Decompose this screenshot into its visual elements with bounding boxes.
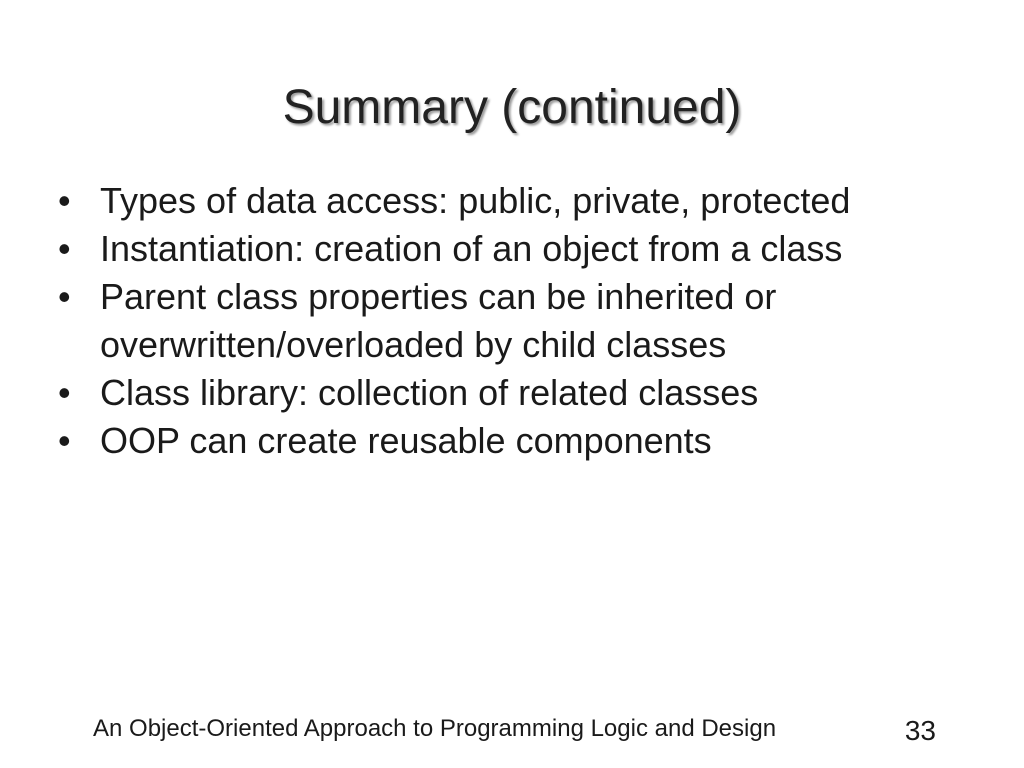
bullet-text: Parent class properties can be inherited or overwritten/overloaded by child classes bbox=[100, 276, 777, 365]
bullet-text: Types of data access: public, private, protected bbox=[100, 180, 851, 221]
bullet-text: Instantiation: creation of an object from a class bbox=[100, 228, 843, 269]
bullet-item bbox=[58, 417, 978, 465]
bullet-item bbox=[58, 177, 978, 225]
bullet-marker: • bbox=[58, 276, 71, 317]
bullet-marker: • bbox=[58, 180, 71, 221]
bullet-list bbox=[58, 177, 978, 465]
bullet-marker: • bbox=[58, 228, 71, 269]
page-number: 33 bbox=[904, 715, 936, 746]
bullet-marker: • bbox=[58, 420, 71, 461]
slide-title: Summary (continued) bbox=[282, 81, 742, 134]
bullet-item bbox=[58, 273, 978, 369]
bullet-text: Class library: collection of related classes bbox=[100, 372, 759, 413]
footer-text: An Object-Oriented Approach to Programming Logic and Design bbox=[93, 715, 777, 742]
bullet-marker: • bbox=[58, 372, 71, 413]
bullet-item bbox=[58, 369, 978, 417]
bullet-item bbox=[58, 225, 978, 273]
bullet-text: OOP can create reusable components bbox=[100, 420, 712, 461]
